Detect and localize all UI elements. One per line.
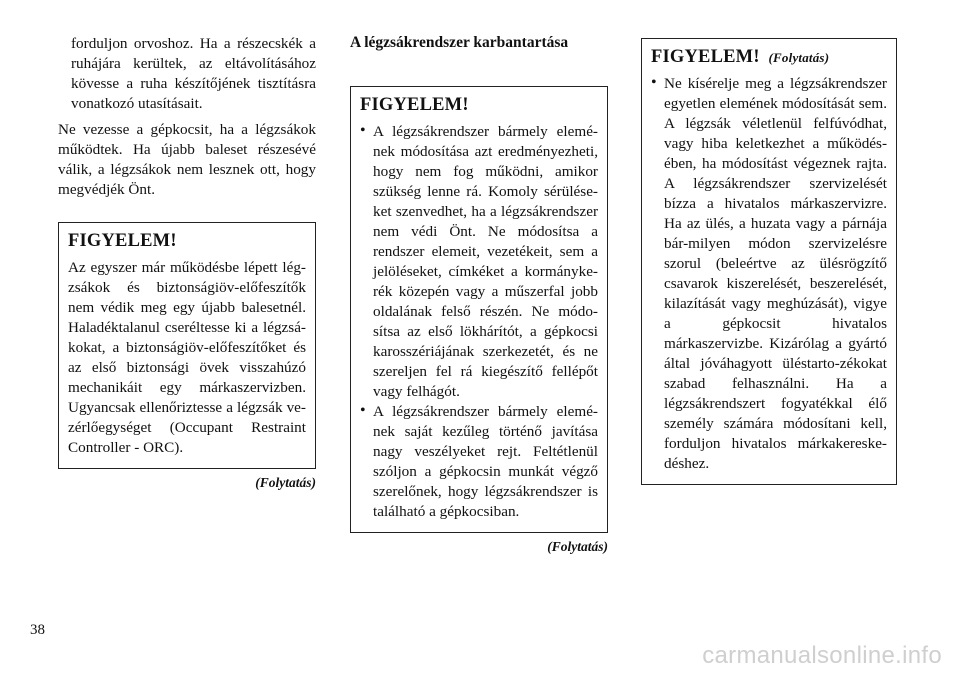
- bullet-icon: •: [360, 402, 366, 419]
- page-number: 38: [30, 622, 45, 638]
- section-heading: A légzsákrendszer karbantartása: [350, 34, 569, 51]
- watermark: carmanualsonline.info: [702, 642, 942, 669]
- warning-box: [641, 38, 897, 485]
- bullet-icon: •: [360, 122, 366, 139]
- warning-box: [350, 86, 608, 533]
- warning-title: FIGYELEM!: [360, 95, 469, 115]
- warning-bullet: [360, 122, 598, 402]
- warning-title: [651, 47, 887, 68]
- warning-title: FIGYELEM!: [68, 231, 177, 251]
- column-right: [641, 38, 897, 485]
- bullet-icon: •: [651, 74, 657, 91]
- bullet-text: Ne kísérelje meg a légzsákrendszer egyetlen elemének módosítását sem. A légzsák véletlenül felfúvódhat, vagy hiba keletkezhet a működés-ében, ha módosítást végeznek rajta. A légzsákrendszer szervizelését bízza a hivatalos márkaszervizre. Ha az ülés, a huzata vagy a párnája bár-milyen módon szervizelésre szorul (beleértve az ülésrögzítő csavarok kiszerelését, beszerelését, kilazítását vagy meghúzását), vigye a gépkocsit hivatalos márkaszervizbe. Kizárólag a gyártó által jóváhagyott üléstarto-zékokat szabad felhasználni. Ha a légzsákrendszert fogyatékkal élő személy számára módosítani kell, forduljon hivatalos márkakereske-déshez.: [664, 75, 887, 472]
- column-left: [58, 34, 316, 491]
- warning-title-continued: (Folytatás): [768, 50, 830, 65]
- warning-title-text: FIGYELEM!: [651, 47, 760, 67]
- column-middle: [350, 34, 608, 555]
- warning-box: [58, 222, 316, 469]
- bullet-text: A légzsákrendszer bármely elemé-nek módosítása azt eredményezheti, hogy nem fog működni, amikor szükség lenne rá. Komoly sérülése-ket szenvedhet, ha a légzsákrendszer nem védi Önt. Ne módosítsa a rendszer elemeit, vezetékeit, sem a jelöléseket, címkéket a kormányke-rék közepén vagy a műszerfal jobb oldalának felső részén. Ne módo-sítsa az első lökhárítót, a gépkocsi karosszériájának szerkezetét, és ne szereljen fel rá kiegészítő fellépőt vagy felhágót.: [373, 123, 598, 400]
- body-paragraph: Ne vezesse a gépkocsit, ha a légzsákok működtek. Ha újabb baleset részesévé válik, a légzsákok nem lesznek ott, hogy megvédjék Önt.: [58, 121, 316, 198]
- warning-text: Az egyszer már működésbe lépett lég-zsákok és biztonságiöv-előfeszítők nem védik meg egy újabb balesetnél. Haladéktalanul cseréltesse ki a légzsá-kokat, a biztonságiöv-előfeszítőket és az első biztonsági övek visszahúzó mechanikáit egy márkaszervizben. Ugyancsak ellenőriztesse a légzsák ve-zérlőegységet (Occupant Restraint Controller - ORC).: [68, 259, 306, 456]
- bullet-text: A légzsákrendszer bármely elemé-nek saját kezűleg történő javítása nagy veszélyeket rejt. Feltétlenül szóljon a gépkocsin munkát végző szerelőnek, hogy légzsákrendszer is található a gépkocsiban.: [373, 403, 598, 520]
- continued-label: (Folytatás): [547, 539, 608, 554]
- warning-bullet: [360, 402, 598, 522]
- continued-label: (Folytatás): [255, 475, 316, 490]
- warning-bullet: [651, 74, 887, 474]
- intro-text: forduljon orvoshoz. Ha a részecskék a ruhájára kerültek, az eltávolításához kövesse a ruha készítőjének tisztításra vonatkozó utasításait.: [71, 35, 316, 112]
